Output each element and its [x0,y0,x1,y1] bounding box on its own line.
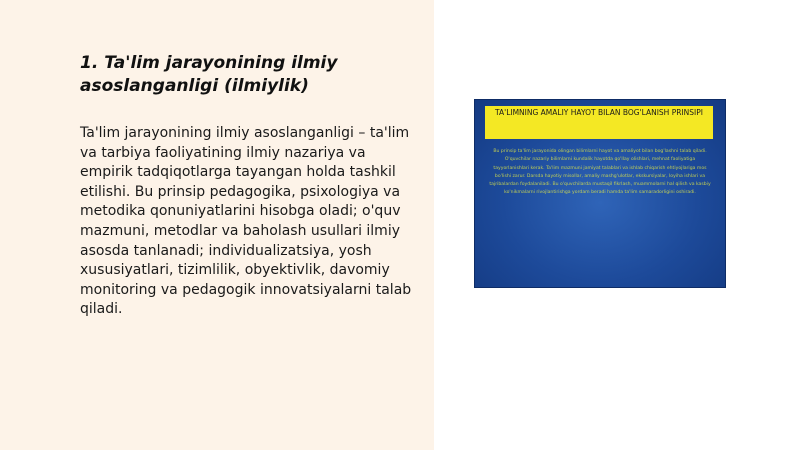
slide-body-text: Ta'lim jarayonining ilmiy asoslanganligi – ta'lim va tarbiya faoliyatining ilmiy nazariya va empirik tadqiqotlarga tayangan holda tashkil etilishi. Bu prinsip pedagogika, psixologiya va metodika qonuniyatlarini hisobga oladi; o'quv mazmuni, metodlar va baholash usullari ilmiy asosda tanlanadi; individualizatsiya, yosh xususiyatlari, tizimlilik, obyektivlik, davomiy monitoring va pedagogik innovatsiyalarni talab qiladi. [80,125,412,318]
image-body-text: Bu prinsip ta'lim jarayonida olingan bilimlarni hayot va amaliyot bilan bog'lashni talab qiladi. O'quvchilar nazariy bilimlarni kundalik hayotda qo'llay olishlari, mehnat faoliyatiga tayyorlanishlari kerak. Ta'lim mazmuni jamiyat talablari va ishlab chiqarish ehtiyojlariga mos bo'lishi zarur. Darsda hayotiy misollar, amaliy mashg'ulotlar, ekskursiyalar, loyiha ishlari va tajribalardan foydalaniladi. Bu o'quvchilarda mustaqil fikrlash, muammolarni hal qilish va kasbiy ko'nikmalarni rivojlantirishga yordam beradi hamda ta'lim samaradorligini oshiradi. [489,149,711,196]
image-header-banner: TA'LIMNING AMALIY HAYOT BILAN BOG'LANISH PRINSIPI [485,106,713,139]
slide-image [475,100,725,287]
slide-title: 1. Ta'lim jarayonining ilmiy asoslanganligi (ilmiylik) [80,53,338,96]
